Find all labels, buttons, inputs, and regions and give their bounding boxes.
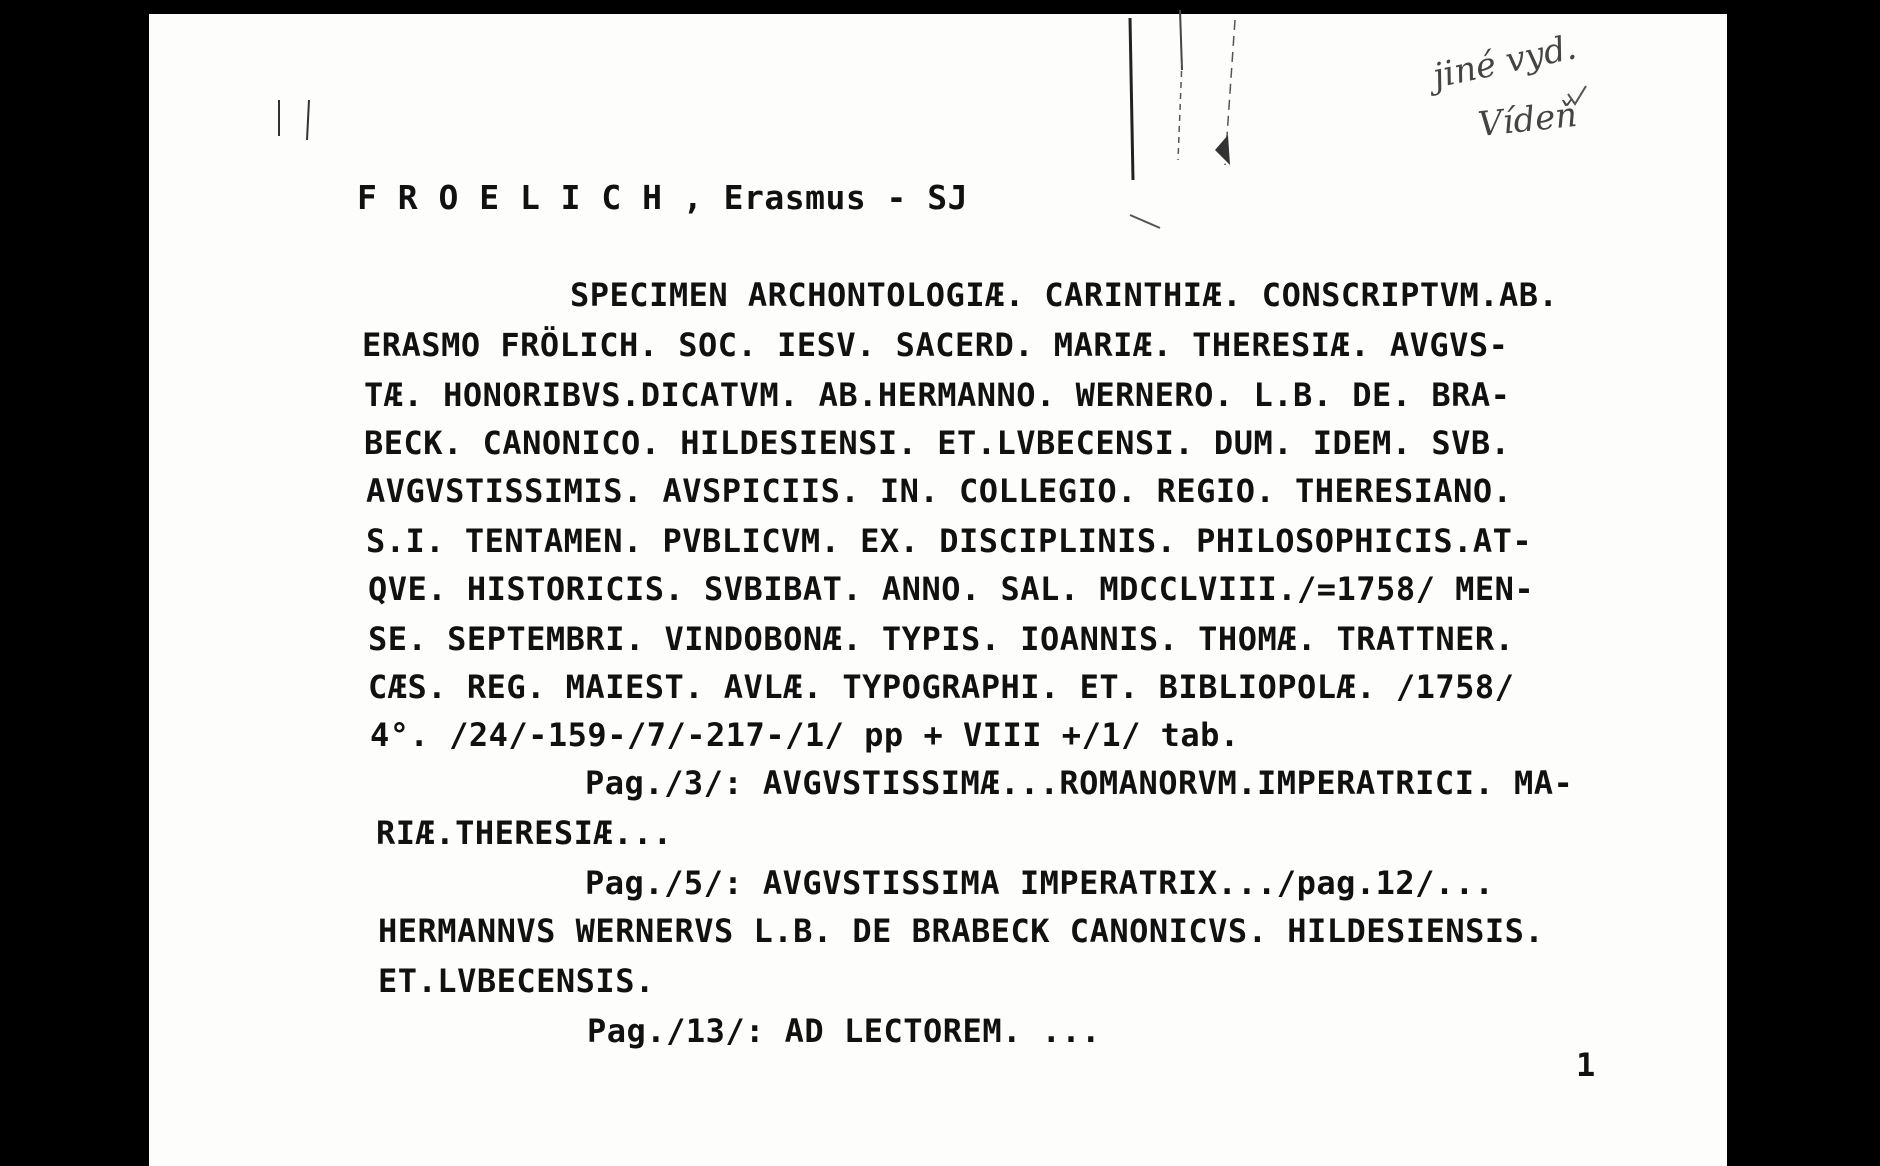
handwritten-note-1: jiné vyd.	[1429, 27, 1580, 97]
body-line-4: BECK. CANONICO. HILDESIENSI. ET.LVBECENSI. DUM. IDEM. SVB.	[364, 424, 1511, 462]
body-line-16: Pag./13/: AD LECTOREM. ...	[587, 1012, 1101, 1050]
body-line-3: TÆ. HONORIBVS.DICATVM. AB.HERMANNO. WERNERO. L.B. DE. BRA-	[364, 376, 1511, 414]
body-line-1: SPECIMEN ARCHONTOLOGIÆ. CARINTHIÆ. CONSCRIPTVM.AB.	[570, 276, 1559, 314]
body-line-15: ET.LVBECENSIS.	[378, 962, 655, 1000]
body-line-7: QVE. HISTORICIS. SVBIBAT. ANNO. SAL. MDCCLVIII./=1758/ MEN-	[368, 570, 1535, 608]
page-number: 1	[1576, 1046, 1596, 1084]
handwritten-note-2: Vídeň	[1476, 94, 1580, 146]
body-line-13: Pag./5/: AVGVSTISSIMA IMPERATRIX.../pag.12/...	[585, 864, 1495, 902]
body-line-11: Pag./3/: AVGVSTISSIMÆ...ROMANORVM.IMPERATRICI. MA-	[585, 764, 1574, 802]
body-line-10: 4°. /24/-159-/7/-217-/1/ pp + VIII +/1/ tab.	[370, 716, 1240, 754]
body-line-9: CÆS. REG. MAIEST. AVLÆ. TYPOGRAPHI. ET. BIBLIOPOLÆ. /1758/	[368, 668, 1515, 706]
body-line-12: RIÆ.THERESIÆ...	[376, 814, 673, 852]
card-heading: F R O E L I C H , Erasmus - SJ	[357, 178, 969, 217]
body-line-14: HERMANNVS WERNERVS L.B. DE BRABECK CANONICVS. HILDESIENSIS.	[378, 912, 1545, 950]
scan-border	[1727, 0, 1880, 1166]
body-line-8: SE. SEPTEMBRI. VINDOBONÆ. TYPIS. IOANNIS. THOMÆ. TRATTNER.	[368, 620, 1515, 658]
body-line-5: AVGVSTISSIMIS. AVSPICIIS. IN. COLLEGIO. REGIO. THERESIANO.	[366, 472, 1513, 510]
body-line-6: S.I. TENTAMEN. PVBLICVM. EX. DISCIPLINIS. PHILOSOPHICIS.AT-	[366, 522, 1533, 560]
body-line-2: ERASMO FRÖLICH. SOC. IESV. SACERD. MARIÆ. THERESIÆ. AVGVS-	[362, 326, 1509, 364]
